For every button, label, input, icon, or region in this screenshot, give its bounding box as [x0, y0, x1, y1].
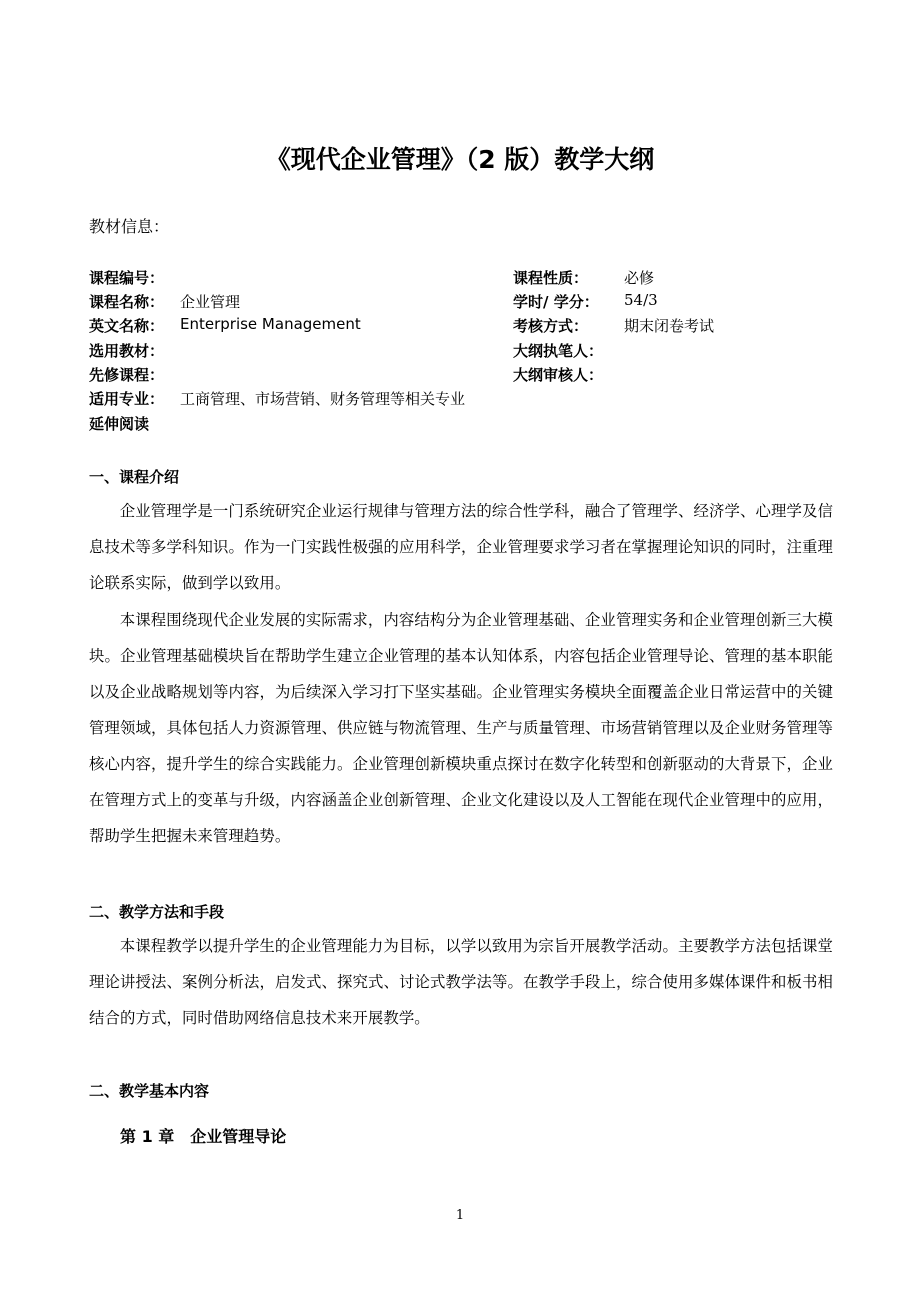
info-label-textbook: 选用教材： — [89, 342, 165, 360]
info-value-english-name: Enterprise Management — [180, 315, 361, 333]
chapter-heading: 第 1 章 企业管理导论 — [120, 1127, 287, 1146]
section-heading-intro: 一、课程介绍 — [89, 468, 180, 486]
methods-paragraph-1: 本课程教学以提升学生的企业管理能力为目标，以学以致用为宗旨开展教学活动。主要教学方法包括课堂理论讲授法、案例分析法，启发式、探究式、讨论式教学法等。在教学手段上，综合使用多媒体课件和板书相结合的方式，同时借助网络信息技术来开展教学。 — [89, 937, 833, 1027]
info-label-hours-credits: 学时/ 学分： — [513, 293, 599, 311]
info-value-assessment: 期末闭卷考试 — [624, 317, 715, 335]
info-label-reviewer: 大纲审核人： — [513, 366, 604, 384]
info-value-major: 工商管理、市场营销、财务管理等相关专业 — [180, 390, 466, 408]
section-heading-content: 二、教学基本内容 — [89, 1082, 210, 1100]
info-label-english-name: 英文名称： — [89, 317, 165, 335]
info-label-course-nature: 课程性质： — [513, 269, 589, 287]
section-heading-methods: 二、教学方法和手段 — [89, 903, 225, 921]
textbook-info-label: 教材信息： — [89, 217, 170, 236]
info-value-hours-credits: 54/3 — [624, 291, 658, 309]
info-label-course-name: 课程名称： — [89, 293, 165, 311]
info-label-extended-reading: 延伸阅读 — [89, 415, 150, 433]
info-label-course-code: 课程编号： — [89, 269, 165, 287]
intro-paragraph-2: 本课程围绕现代企业发展的实际需求，内容结构分为企业管理基础、企业管理实务和企业管理创新三大模块。企业管理基础模块旨在帮助学生建立企业管理的基本认知体系，内容包括企业管理导论、管理的基本职能以及企业战略规划等内容，为后续深入学习打下坚实基础。企业管理实务模块全面覆盖企业日常运营中的关键管理领域，具体包括人力资源管理、供应链与物流管理、生产与质量管理、市场营销管理以及企业财务管理等核心内容，提升学生的综合实践能力。企业管理创新模块重点探讨在数字化转型和创新驱动的大背景下，企业在管理方式上的变革与升级，内容涵盖企业创新管理、企业文化建设以及人工智能在现代企业管理中的应用，帮助学生把握未来管理趋势。 — [89, 611, 833, 845]
info-label-major: 适用专业： — [89, 390, 165, 408]
info-value-course-name: 企业管理 — [180, 293, 241, 311]
page-title: 《现代企业管理》（2 版）教学大纲 — [265, 145, 655, 174]
info-value-course-nature: 必修 — [624, 269, 655, 287]
intro-paragraph-1: 企业管理学是一门系统研究企业运行规律与管理方法的综合性学科，融合了管理学、经济学、心理学及信息技术等多学科知识。作为一门实践性极强的应用科学，企业管理要求学习者在掌握理论知识的同时，注重理论联系实际，做到学以致用。 — [89, 502, 833, 592]
info-label-assessment: 考核方式： — [513, 317, 589, 335]
info-label-prerequisite: 先修课程： — [89, 366, 165, 384]
info-label-author: 大纲执笔人： — [513, 342, 604, 360]
page-number: 1 — [455, 1208, 465, 1223]
